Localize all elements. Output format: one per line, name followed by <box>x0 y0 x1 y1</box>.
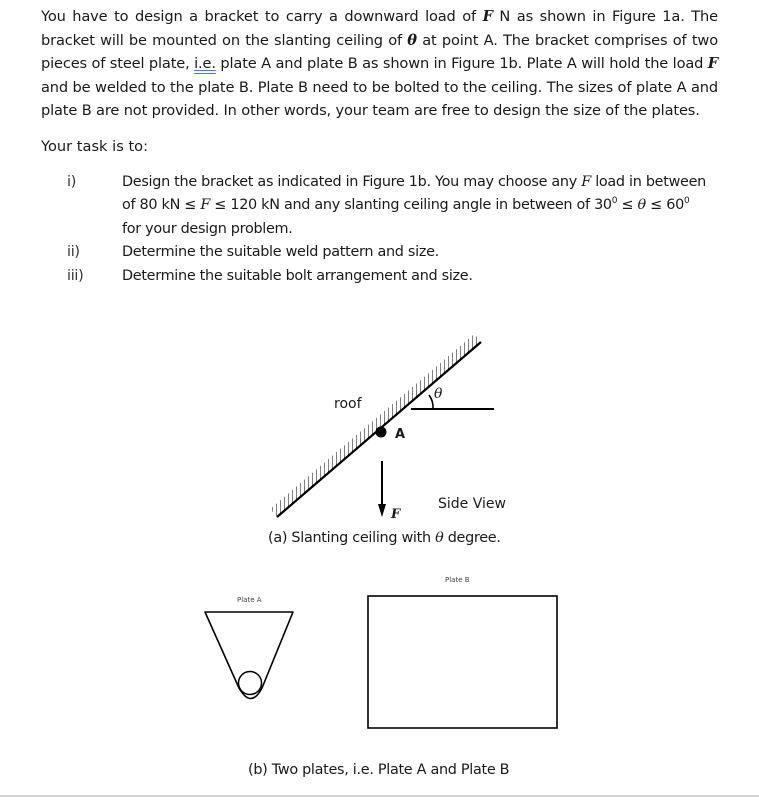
text-run: plate A and plate B as shown in Figure 1b. Plate A will hold the load <box>215 55 708 73</box>
degree-superscript: 0 <box>611 196 618 207</box>
plate-a-label: Plate A <box>237 596 262 604</box>
roof-label: roof <box>334 396 362 412</box>
point-a-marker <box>376 427 387 438</box>
text-run: ≤ <box>617 197 638 214</box>
text-run: N as shown in Figure 1a. The bracket will be mounted on the slanting ceiling of <box>41 8 718 49</box>
text-run: You have to design a bracket to carry a downward load of <box>41 8 483 25</box>
text-run: (a) Slanting ceiling with <box>268 530 436 546</box>
force-symbol: F <box>581 174 591 190</box>
point-a-label: A <box>395 427 406 442</box>
plate-b-drawing <box>368 596 557 728</box>
theta-symbol: θ <box>435 530 444 546</box>
force-symbol: F <box>482 8 493 25</box>
text-run: ≤ 120 kN and any slanting ceiling angle in between of 30 <box>210 197 612 214</box>
force-symbol: F <box>707 55 718 73</box>
task-number: iii) <box>67 267 84 284</box>
figure-a-caption <box>268 530 501 546</box>
angle-arc <box>429 395 433 409</box>
side-view-label: Side View <box>438 496 506 512</box>
plate-a-drawing <box>205 612 293 699</box>
task-intro: Your task is to: <box>41 138 149 155</box>
plate-b-label: Plate B <box>445 576 470 584</box>
text-run: degree. <box>443 530 501 546</box>
force-symbol: F <box>200 197 211 214</box>
angle-label: θ <box>434 386 443 402</box>
figure-b-caption: (b) Two plates, i.e. Plate A and Plate B <box>248 762 510 778</box>
text-run: for your design problem. <box>122 220 293 237</box>
task-text: Determine the suitable bolt arrangement and size. <box>122 267 473 284</box>
force-arrow <box>378 461 386 517</box>
theta-symbol: θ <box>407 31 417 49</box>
task-number: ii) <box>67 244 80 261</box>
text-run: at point A. The bracket comprises of two pieces of steel plate, <box>41 31 718 73</box>
text-run: ≤ 60 <box>645 197 684 214</box>
theta-symbol: θ <box>637 197 646 214</box>
degree-superscript: 0 <box>683 196 690 207</box>
task-number: i) <box>67 174 77 190</box>
grammar-flagged-word[interactable]: i.e. <box>194 55 216 73</box>
task-text: Determine the suitable weld pattern and size. <box>122 244 439 261</box>
roof-slanted-ceiling <box>270 334 481 517</box>
text-run: and be welded to the plate B. Plate B need to be bolted to the ceiling. The sizes of plate A and plate B are not provided. In other words, your team are free to design the size of the plates. <box>41 78 718 120</box>
force-label: F <box>391 507 401 522</box>
text-run: Design the bracket as indicated in Figure 1b. You may choose any <box>122 174 582 190</box>
text-run: load in between of 80 kN ≤ <box>122 174 706 214</box>
page-bottom-rule <box>0 795 759 797</box>
